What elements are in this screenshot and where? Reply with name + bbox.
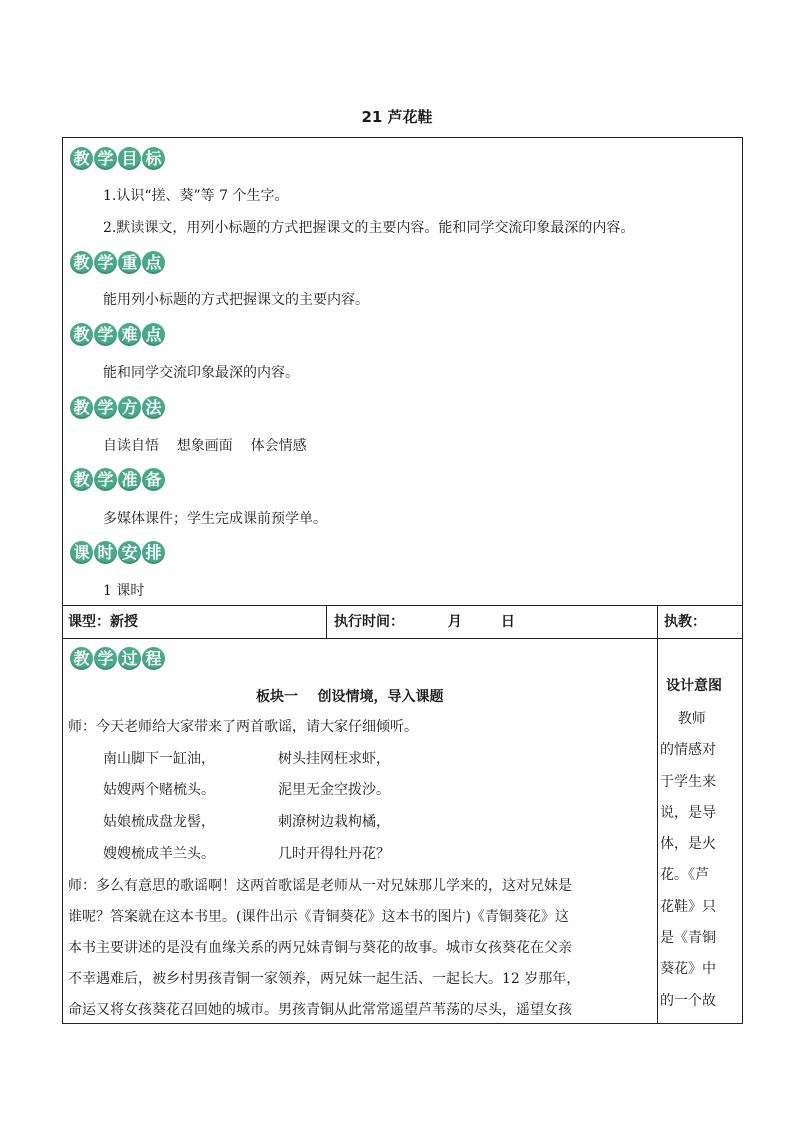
badge-char: 教 xyxy=(70,251,93,274)
design-intent-line: 的一个故 xyxy=(660,992,716,1009)
design-intent-heading: 设计意图 xyxy=(666,678,722,694)
methods-text: 自读自悟 想象画面 体会情感 xyxy=(103,438,307,454)
badge-char: 教 xyxy=(70,468,93,491)
badge-char: 安 xyxy=(118,541,141,564)
song-line: 南山脚下一缸油， xyxy=(103,751,215,767)
design-intent-line: 教师 xyxy=(660,711,706,727)
badge-char: 学 xyxy=(94,647,117,670)
song-line: 泥里无金空拨沙。 xyxy=(278,782,390,798)
song-line: 刺潦树边栽枸橘， xyxy=(278,814,390,830)
design-intent-line: 花。《芦 xyxy=(660,867,709,884)
paragraph-line: 命运又将女孩葵花召回她的城市。男孩青铜从此常常遥望芦苇荡的尽头，遥望女孩 xyxy=(68,1002,572,1018)
design-intent-line: 是《青铜 xyxy=(660,930,716,947)
song-line: 姑嫂两个赌梳头。 xyxy=(103,782,215,798)
paragraph-line: 不幸遇难后，被乡村男孩青铜一家领养，两兄妹一起生活、一起长大。12 岁那年， xyxy=(68,971,581,987)
song-line: 嫂嫂梳成羊兰头。 xyxy=(103,846,215,862)
badge-char: 学 xyxy=(94,396,117,419)
badge-char: 教 xyxy=(70,396,93,419)
execution-time: 执行时间： 月 日 xyxy=(334,614,515,630)
badge-char: 点 xyxy=(142,251,165,274)
design-intent-line: 体，是火 xyxy=(660,836,716,853)
key-points-badge xyxy=(70,251,166,277)
objective-item: 2.默读课文，用列小标题的方式把握课文的主要内容。能和同学交流印象最深的内容。 xyxy=(103,220,635,236)
key-points-text: 能用列小标题的方式把握课文的主要内容。 xyxy=(103,292,369,308)
badge-char: 教 xyxy=(70,647,93,670)
design-intent-body xyxy=(660,704,742,1017)
design-intent-line: 葵花》中 xyxy=(660,961,716,978)
paragraph-line: 谁呢？答案就在这本书里。(课件出示《青铜葵花》这本书的图片)《青铜葵花》这 xyxy=(68,909,569,925)
badge-char: 过 xyxy=(118,647,141,670)
design-intent-line: 说，是导 xyxy=(660,804,716,821)
paragraph-line: 师：多么有意思的歌谣啊！这两首歌谣是老师从一对兄妹那儿学来的，这对兄妹是 xyxy=(68,878,572,894)
badge-char: 法 xyxy=(142,396,165,419)
badge-char: 重 xyxy=(118,251,141,274)
difficulties-text: 能和同学交流印象最深的内容。 xyxy=(103,365,299,381)
preparation-badge xyxy=(70,468,166,494)
badge-char: 备 xyxy=(142,468,165,491)
schedule-text: 1 课时 xyxy=(103,583,145,599)
song-line: 树头挂网枉求虾， xyxy=(278,751,390,767)
song-line: 几时开得牡丹花？ xyxy=(278,846,390,862)
badge-char: 标 xyxy=(142,147,165,170)
lesson-type: 课型：新授 xyxy=(68,614,138,630)
song-line: 姑娘梳成盘龙髻， xyxy=(103,814,215,830)
preparation-text: 多媒体课件；学生完成课前预学单。 xyxy=(103,511,327,527)
design-intent-line: 的情感对 xyxy=(660,742,716,759)
paragraph-line: 本书主要讲述的是没有血缘关系的两兄妹青铜与葵花的故事。城市女孩葵花在父亲 xyxy=(68,940,572,956)
objective-item: 1.认识“搓、葵”等 7 个生字。 xyxy=(103,188,289,204)
lesson-title: 21 芦花鞋 xyxy=(361,108,433,126)
schedule-badge xyxy=(70,541,166,567)
badge-char: 目 xyxy=(118,147,141,170)
badge-char: 时 xyxy=(94,541,117,564)
section-title: 板块一 创设情境，导入课题 xyxy=(256,689,444,705)
table-divider xyxy=(62,638,743,639)
badge-char: 学 xyxy=(94,147,117,170)
badge-char: 学 xyxy=(94,468,117,491)
design-intent-line: 花鞋》只 xyxy=(660,898,716,915)
badge-char: 教 xyxy=(70,147,93,170)
badge-char: 课 xyxy=(70,541,93,564)
process-badge xyxy=(70,647,166,673)
methods-badge xyxy=(70,396,166,422)
badge-char: 排 xyxy=(142,541,165,564)
objectives-badge xyxy=(70,147,166,173)
badge-char: 难 xyxy=(118,323,141,346)
design-intent-line: 于学生来 xyxy=(660,773,716,790)
teacher-field: 执教： xyxy=(664,614,706,630)
table-divider xyxy=(657,605,658,1024)
badge-char: 教 xyxy=(70,323,93,346)
badge-char: 学 xyxy=(94,251,117,274)
badge-char: 程 xyxy=(142,647,165,670)
process-intro: 师：今天老师给大家带来了两首歌谣，请大家仔细倾听。 xyxy=(68,719,418,735)
difficulties-badge xyxy=(70,323,166,349)
badge-char: 点 xyxy=(142,323,165,346)
badge-char: 方 xyxy=(118,396,141,419)
table-divider xyxy=(62,605,743,606)
badge-char: 准 xyxy=(118,468,141,491)
table-divider xyxy=(326,605,327,638)
badge-char: 学 xyxy=(94,323,117,346)
